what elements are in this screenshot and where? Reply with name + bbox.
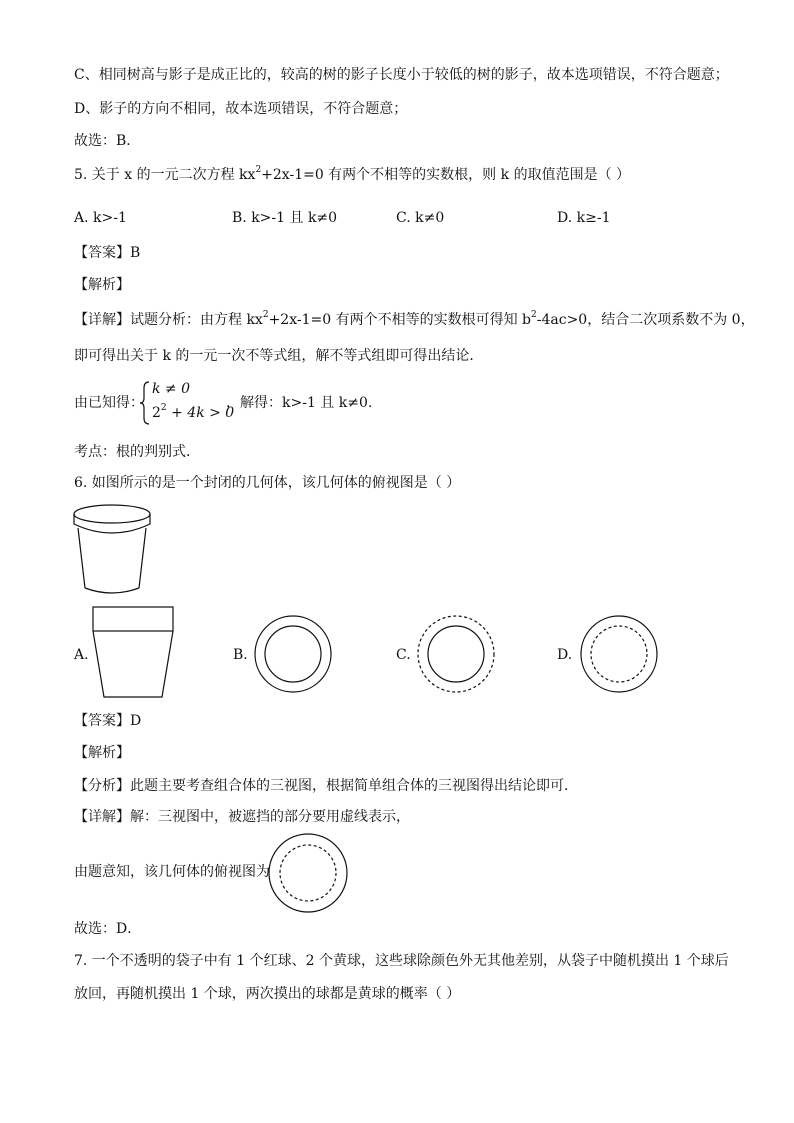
option-d-explanation: D、影子的方向不相同，故本选项错误，不符合题意； (74, 101, 408, 117)
q6-detail-label: 【详解】 (74, 809, 130, 825)
option-c-explanation: C、相同树高与影子是成正比的，较高的树的影子长度小于较低的树的影子，故本选项错误，不符合题意； (74, 67, 729, 83)
q5-option-a: A. k>-1 (74, 210, 127, 226)
q6-option-b-label: B. (233, 647, 248, 663)
q6-fenxi-text: 此题主要考查组合体的三视图，根据简单组合体的三视图得出结论即可． (130, 778, 578, 794)
q5-detail-sup2: 2 (531, 310, 537, 321)
q6-option-d-label: D. (557, 647, 573, 663)
q5-stem-mid: +2x-1=0 有两个不相等的实数根，则 k 的取值范围是（ ） (261, 167, 631, 183)
q5-detail-c: -4ac>0，结合二次项系数不为 0， (536, 312, 755, 328)
q6-conclusion: 由题意知，该几何体的俯视图为 (74, 864, 270, 880)
q6-option-a-label: A. (74, 647, 89, 663)
q5-system-row2-base: 2 (152, 405, 161, 421)
q6-fenxi (74, 777, 578, 795)
q6-option-c-figure (415, 613, 497, 695)
q5-detail-line2: 即可得出关于 k 的一元一次不等式组，解不等式组即可得出结论． (74, 348, 484, 364)
q5-stem (74, 166, 630, 184)
q6-option-a-figure (90, 605, 176, 699)
q7-stem-line1: 7. 一个不透明的袋子中有 1 个红球、2 个黄球，这些球除颜色外无其他差别，从袋子中随机摸出 1 个球后 (74, 953, 729, 969)
q6-detail-text: 解：三视图中，被遮挡的部分要用虚线表示， (130, 809, 410, 825)
q5-option-b: B. k>-1 且 k≠0 (232, 210, 338, 226)
q6-answer (74, 712, 141, 730)
q5-system-row2-rest: + 4k > 0 (166, 405, 235, 421)
q5-known-label: 由已知得： (74, 395, 144, 411)
q5-detail-b: +2x-1=0 有两个不相等的实数根可得知 b (268, 312, 532, 328)
q5-answer-value: B (130, 245, 141, 261)
brace-icon (140, 381, 150, 425)
closed-solid-figure (70, 500, 156, 596)
q5-detail (74, 311, 755, 329)
q5-answer (74, 244, 140, 262)
q6-option-b-figure (252, 613, 334, 695)
q6-analysis-label: 【解析】 (74, 745, 130, 761)
q5-detail-a: 试题分析：由方程 kx (130, 312, 263, 328)
q6-option-d-figure (578, 613, 660, 695)
q6-choose: 故选：D． (74, 921, 142, 937)
q6-detail (74, 808, 410, 826)
q6-fenxi-label: 【分析】 (74, 778, 130, 794)
q5-system-row2 (152, 405, 234, 421)
q6-option-c-label: C. (396, 647, 411, 663)
q6-answer-label: 【答案】 (74, 713, 130, 729)
q6-top-view-figure (266, 831, 350, 915)
q5-answer-label: 【答案】 (74, 245, 130, 261)
q5-detail-sup: 2 (262, 310, 269, 321)
q5-stem-sup: 2 (255, 165, 262, 176)
q6-stem: 6. 如图所示的是一个封闭的几何体，该几何体的俯视图是（ ） (74, 475, 461, 491)
q6-answer-value: D (130, 713, 142, 729)
q5-analysis-label: 【解析】 (74, 277, 130, 293)
q5-solve: ，解得：k>-1 且 k≠0. (226, 395, 373, 411)
q5-kaodian: 考点：根的判别式． (74, 444, 200, 460)
q5-detail-label: 【详解】 (74, 312, 130, 328)
q5-system-row2-sup: 2 (160, 403, 167, 414)
q5-system-row1: k ≠ 0 (152, 381, 191, 397)
q5-option-d: D. k≥-1 (557, 210, 611, 226)
q5-option-c: C. k≠0 (396, 210, 445, 226)
q7-stem-line2: 放回，再随机摸出 1 个球，两次摸出的球都是黄球的概率（ ） (74, 986, 461, 1002)
q5-stem-pre: 5. 关于 x 的一元二次方程 kx (74, 167, 256, 183)
choice-line-q4: 故选：B． (74, 133, 141, 149)
